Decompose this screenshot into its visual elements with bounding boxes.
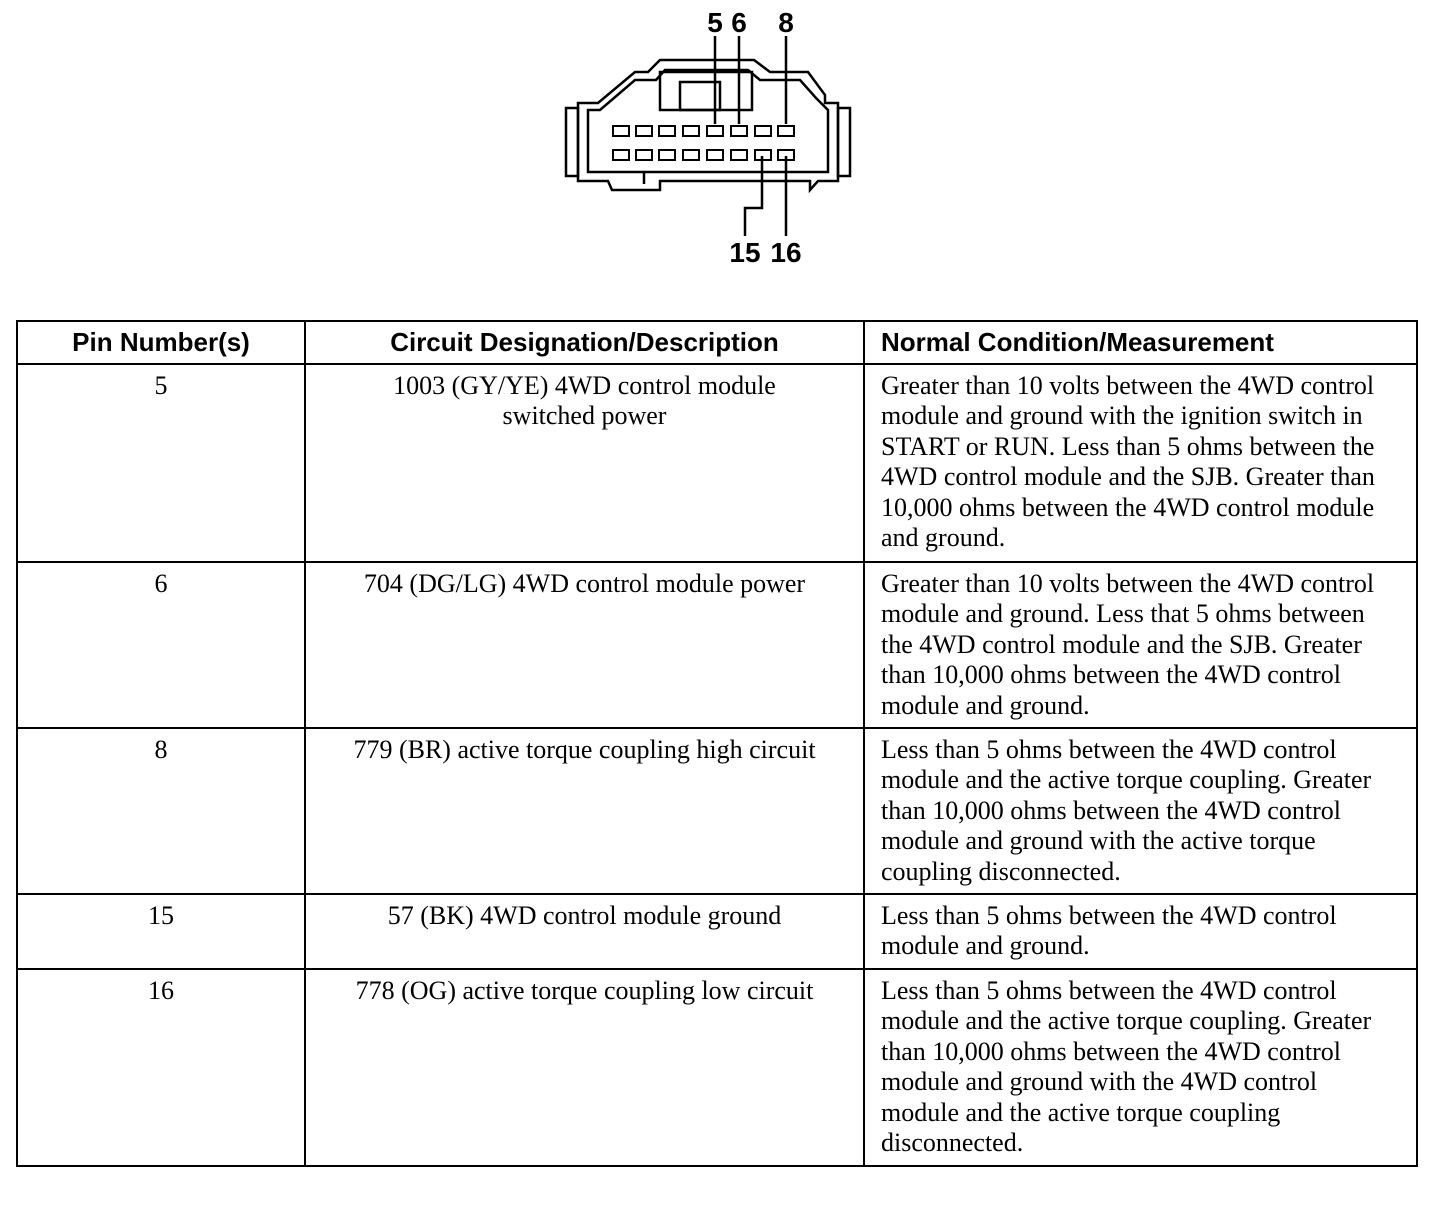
connector-diagram xyxy=(540,0,880,270)
pin-label-16: 16 xyxy=(770,237,802,268)
cell-pin: 16 xyxy=(17,969,305,1166)
pin-cavity xyxy=(707,126,723,136)
table-header-row xyxy=(17,321,1417,364)
pin-cavity xyxy=(778,126,794,136)
pin-cavity xyxy=(659,150,675,160)
table-row xyxy=(17,364,1417,562)
cell-condition: Less than 5 ohms between the 4WD control module and the active torque coupling. Greater than 10,000 ohms between the 4WD control module and ground with the active torque coupling disconnected. xyxy=(864,728,1417,894)
pin-row-top xyxy=(613,126,794,136)
pin-cavity xyxy=(613,150,629,160)
cell-circuit: 778 (OG) active torque coupling low circuit xyxy=(305,969,864,1166)
pin-label-8: 8 xyxy=(778,7,794,38)
pin-label-6: 6 xyxy=(731,7,747,38)
pin-label-15: 15 xyxy=(729,237,761,268)
cell-pin: 5 xyxy=(17,364,305,562)
header-circuit: Circuit Designation/Description xyxy=(305,321,864,364)
cell-circuit: 704 (DG/LG) 4WD control module power xyxy=(305,562,864,728)
cell-condition: Greater than 10 volts between the 4WD control module and ground with the ignition switch in START or RUN. Less than 5 ohms between the 4WD control module and the SJB. Greater than 10,000 ohms between the 4WD control module and ground. xyxy=(864,364,1417,562)
pin-row-bottom xyxy=(613,150,794,160)
pin-cavity xyxy=(731,126,747,136)
cell-pin: 6 xyxy=(17,562,305,728)
cell-condition: Less than 5 ohms between the 4WD control module and ground. xyxy=(864,894,1417,969)
pin-cavity xyxy=(755,126,771,136)
pin-cavity xyxy=(636,150,652,160)
pin-cavity xyxy=(731,150,747,160)
table-row xyxy=(17,562,1417,728)
cell-pin: 15 xyxy=(17,894,305,969)
header-pin-number: Pin Number(s) xyxy=(17,321,305,364)
cell-circuit: 779 (BR) active torque coupling high circuit xyxy=(305,728,864,894)
header-condition: Normal Condition/Measurement xyxy=(864,321,1417,364)
pin-cavity xyxy=(683,126,699,136)
pin-cavity xyxy=(659,126,675,136)
cell-pin: 8 xyxy=(17,728,305,894)
pin-cavity xyxy=(613,126,629,136)
cell-circuit: 57 (BK) 4WD control module ground xyxy=(305,894,864,969)
pin-label-5: 5 xyxy=(707,7,723,38)
cell-condition: Less than 5 ohms between the 4WD control module and the active torque coupling. Greater than 10,000 ohms between the 4WD control module and ground with the 4WD control module and the active torque coupling disconnected. xyxy=(864,969,1417,1166)
pin-leader-lines xyxy=(715,36,786,236)
pin-cavity xyxy=(707,150,723,160)
table-row xyxy=(17,894,1417,969)
table-row xyxy=(17,728,1417,894)
pin-cavity xyxy=(636,126,652,136)
cell-condition: Greater than 10 volts between the 4WD control module and ground. Less that 5 ohms between the 4WD control module and the SJB. Greater than 10,000 ohms between the 4WD control module and ground. xyxy=(864,562,1417,728)
pin-table xyxy=(16,320,1418,1167)
pin-cavity xyxy=(683,150,699,160)
cell-circuit: 1003 (GY/YE) 4WD control module switched power xyxy=(305,364,864,562)
table-row xyxy=(17,969,1417,1166)
